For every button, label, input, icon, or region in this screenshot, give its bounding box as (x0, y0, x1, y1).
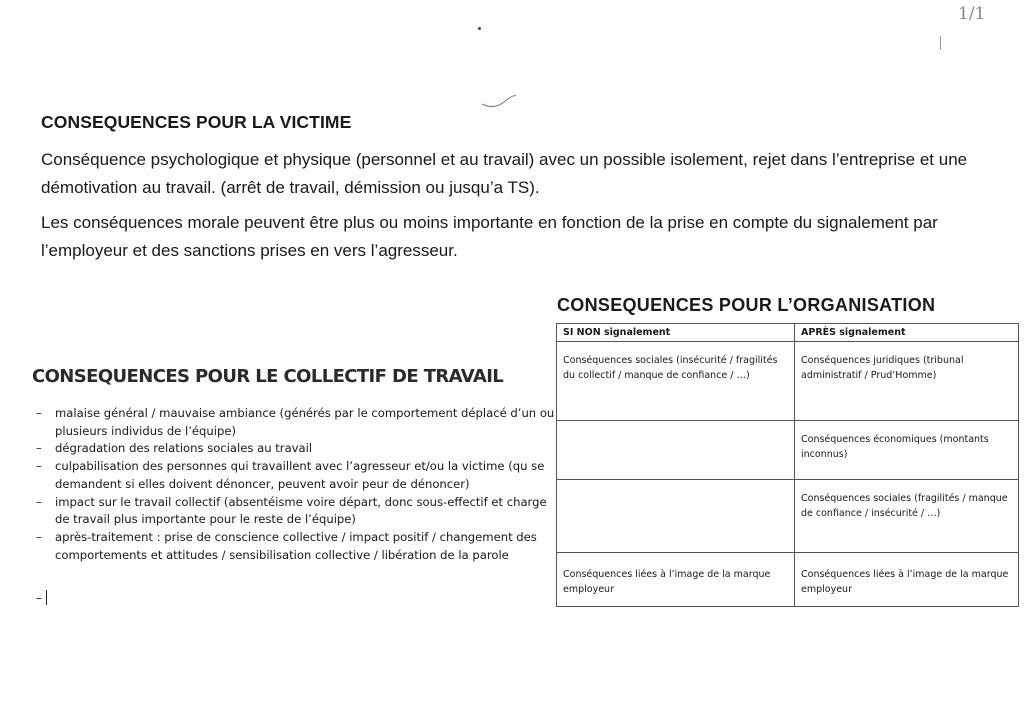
empty-list-dash: – (36, 591, 42, 605)
table-row (557, 342, 1019, 421)
table-row (557, 421, 1019, 480)
victime-paragraph-1: Conséquence psychologique et physique (personnel et au travail) avec un possible isolement, rejet dans l’entreprise et une démotivation au travail. (arrêt de travail, démission ou jusqu’a TS). (41, 150, 968, 197)
table-cell: Conséquences sociales (fragilités / manque de confiance / insécurité / …) (795, 480, 1019, 553)
victime-paragraph-2: Les conséquences morale peuvent être plus ou moins importante en fonction de la prise en compte du signalement par l’employeur et des sanctions prises en vers l’agresseur. (41, 213, 938, 260)
scan-mark (940, 36, 941, 50)
victime-title: CONSEQUENCES POUR LA VICTIME (41, 112, 352, 132)
table-cell (557, 421, 795, 480)
table-cell: Conséquences liées à l’image de la marque employeur (795, 553, 1019, 607)
table-cell: Conséquences sociales (insécurité / fragilités du collectif / manque de confiance / …) (557, 342, 795, 421)
list-item: – après-traitement : prise de conscience collective / impact positif / changement des comportements et attitudes / sensibilisation collective / libération de la parole (36, 529, 558, 564)
list-item: – dégradation des relations sociales au travail (36, 440, 558, 458)
table-cell: Conséquences économiques (montants inconnus) (795, 421, 1019, 480)
table-header-row (557, 324, 1019, 342)
text-caret (46, 590, 47, 605)
table-cell (557, 480, 795, 553)
list-item: – culpabilisation des personnes qui travaillent avec l’agresseur et/ou la victime (qu se demandent si elles doivent dénoncer, peuvent avoir peur de dénoncer) (36, 458, 558, 493)
organisation-title: CONSEQUENCES POUR L’ORGANISATION (557, 295, 936, 315)
scan-squiggle (480, 94, 520, 110)
list-item: – malaise général / mauvaise ambiance (générés par le comportement déplacé d’un ou plusieurs individus de l’équipe) (36, 405, 558, 440)
table-row (557, 553, 1019, 607)
page-number: 1/1 (958, 4, 986, 24)
scan-dot (478, 27, 481, 30)
list-item: – impact sur le travail collectif (absentéisme voire départ, donc sous-effectif et charge de travail plus importante pour le reste de l’équipe) (36, 494, 558, 529)
organisation-table (556, 323, 1019, 607)
collectif-title: CONSEQUENCES POUR LE COLLECTIF DE TRAVAIL (32, 366, 504, 387)
table-row (557, 480, 1019, 553)
collectif-list (36, 405, 558, 564)
table-cell: Conséquences juridiques (tribunal administratif / Prud’Homme) (795, 342, 1019, 421)
header-apres-signalement: APRÈS signalement (795, 324, 1019, 342)
header-sans-signalement: SI NON signalement (557, 324, 795, 342)
empty-list-item (36, 590, 47, 605)
table-cell: Conséquences liées à l’image de la marque employeur (557, 553, 795, 607)
